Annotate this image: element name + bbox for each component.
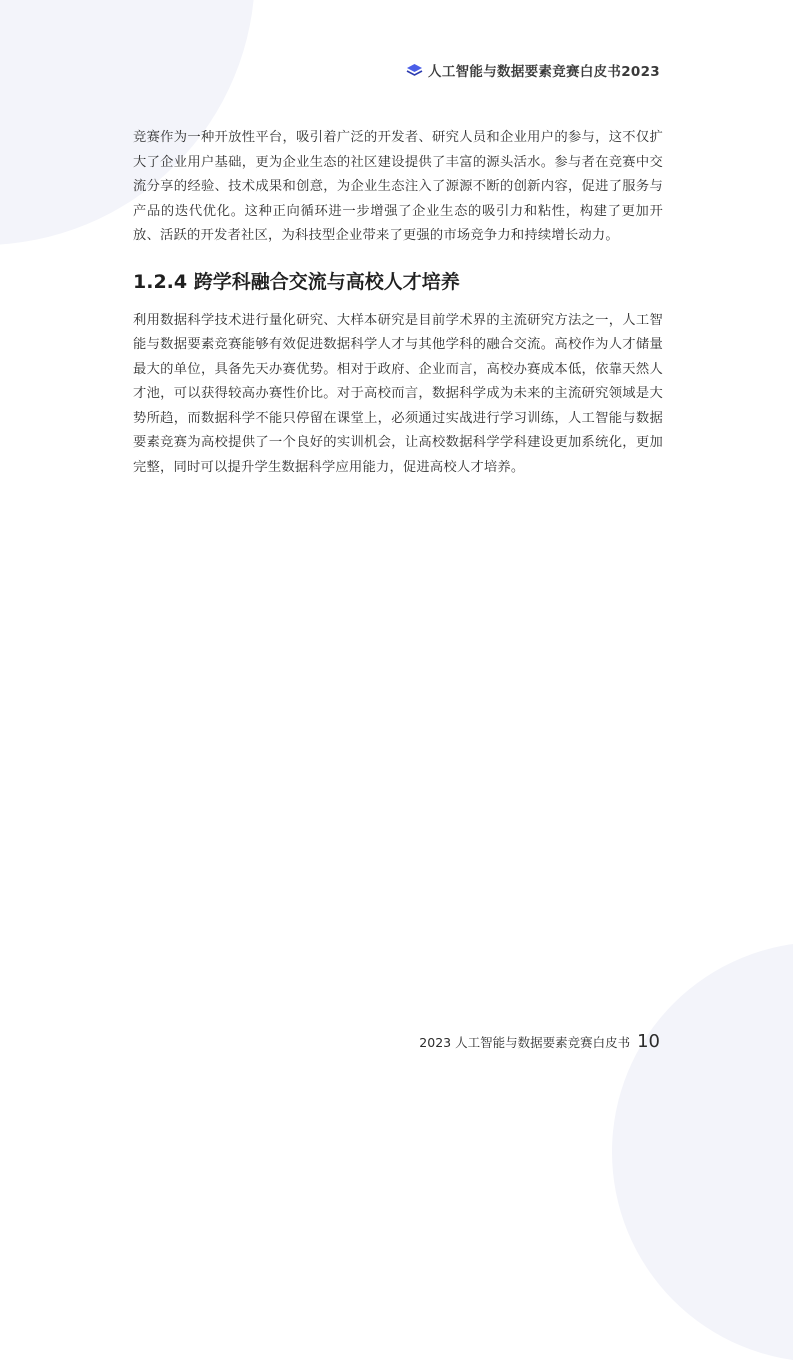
body-paragraph-2: 利用数据科学技术进行量化研究、大样本研究是目前学术界的主流研究方法之一，人工智能与数据要素竞赛能够有效促进数据科学人才与其他学科的融合交流。高校作为人才储量最大的单位，具备先天办赛优势。相对于政府、企业而言，高校办赛成本低，依靠天然人才池，可以获得较高办赛性价比。对于高校而言，数据科学成为未来的主流研究领域是大势所趋，而数据科学不能只停留在课堂上，必须通过实战进行学习训练，人工智能与数据要素竞赛为高校提供了一个良好的实训机会，让高校数据科学学科建设更加系统化，更加完整，同时可以提升学生数据科学应用能力，促进高校人才培养。 [133,312,663,475]
section-heading: 1.2.4 跨学科融合交流与高校人才培养 [133,270,460,293]
footer-title: 2023 人工智能与数据要素竞赛白皮书 [419,1035,631,1050]
body-paragraph-1: 竞赛作为一种开放性平台，吸引着广泛的开发者、研究人员和企业用户的参与，这不仅扩大了企业用户基础，更为企业生态的社区建设提供了丰富的源头活水。参与者在竞赛中交流分享的经验、技术成果和创意，为企业生态注入了源源不断的创新内容，促进了服务与产品的迭代优化。这种正向循环进一步增强了企业生态的吸引力和粘性，构建了更加开放、活跃的开发者社区，为科技型企业带来了更强的市场竞争力和持续增长动力。 [133,130,663,243]
decorative-circle-bottom-right [612,942,793,1362]
page-content [133,126,663,480]
layers-icon [406,63,423,77]
header-title: 人工智能与数据要素竞赛白皮书2023 [428,64,660,80]
page-number: 10 [637,1031,660,1052]
page-header [406,60,660,80]
page-footer [419,1031,660,1052]
